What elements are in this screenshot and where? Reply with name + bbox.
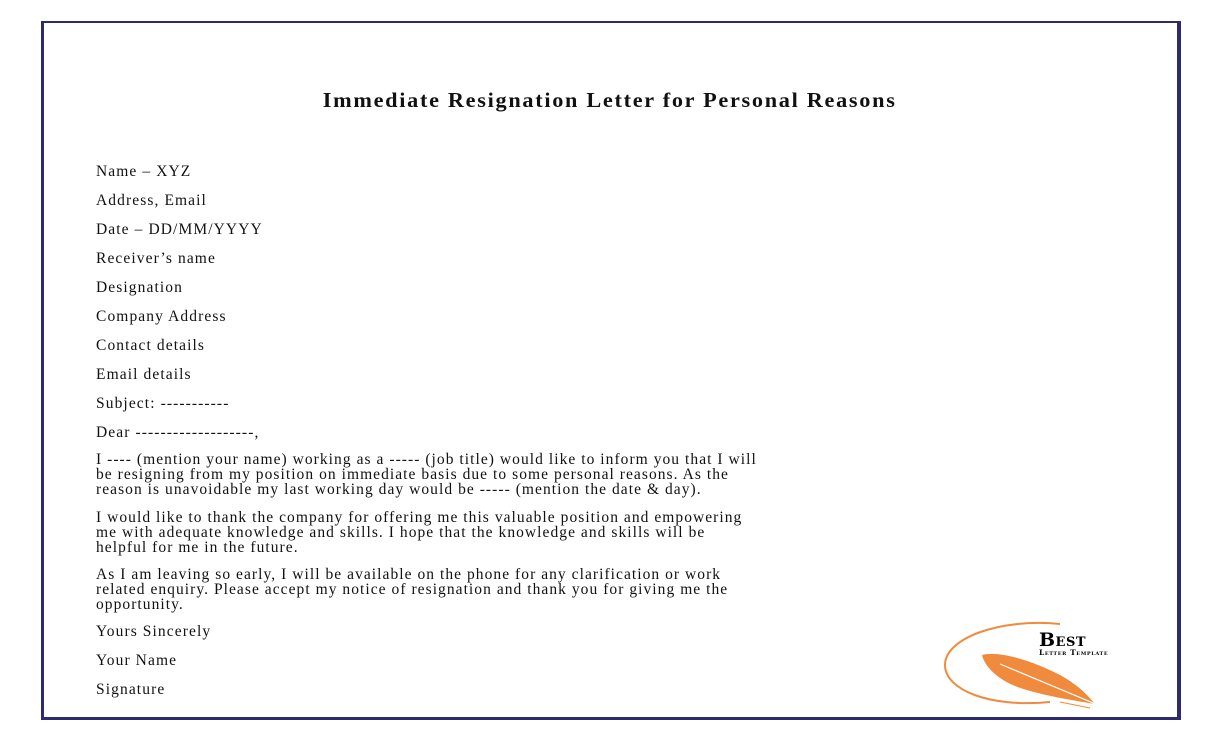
paragraph-line: be resigning from my position on immediate basis due to some personal reasons. As the (96, 466, 729, 483)
your-name-line: Your Name (96, 652, 178, 669)
body-paragraph-2 (96, 510, 1156, 555)
salutation-line: Dear -------------------, (96, 424, 260, 441)
receiver-name-line: Receiver’s name (96, 250, 216, 267)
date-line: Date – DD/MM/YYYY (96, 221, 263, 238)
letter-title: Immediate Resignation Letter for Personal Reasons (323, 88, 897, 112)
paragraph-line: I ---- (mention your name) working as a ----- (job title) would like to inform you that I will (96, 451, 757, 468)
email-details-line: Email details (96, 366, 192, 383)
logo-brand: Best (1039, 629, 1087, 651)
closing-line: Yours Sincerely (96, 623, 212, 640)
paragraph-line: helpful for me in the future. (96, 539, 299, 556)
paragraph-line: As I am leaving so early, I will be available on the phone for any clarification or work (96, 566, 722, 583)
sender-name-line: Name – XYZ (96, 163, 192, 180)
page-border (41, 21, 1181, 720)
company-address-line: Company Address (96, 308, 227, 325)
subject-line: Subject: ----------- (96, 395, 230, 412)
paragraph-line: related enquiry. Please accept my notice of resignation and thank you for giving me the (96, 581, 729, 598)
paragraph-line: me with adequate knowledge and skills. I hope that the knowledge and skills will be (96, 524, 706, 541)
sender-address-line: Address, Email (96, 192, 207, 209)
paragraph-line: I would like to thank the company for offering me this valuable position and empowering (96, 509, 743, 526)
contact-details-line: Contact details (96, 337, 206, 354)
body-paragraph-1 (96, 452, 1156, 497)
body-paragraph-3 (96, 567, 1156, 612)
paragraph-line: reason is unavoidable my last working day would be ----- (mention the date & day). (96, 481, 702, 498)
logo-tagline: Letter Template (1039, 648, 1109, 657)
paragraph-line: opportunity. (96, 596, 184, 613)
signature-line: Signature (96, 681, 166, 698)
designation-line: Designation (96, 279, 184, 296)
